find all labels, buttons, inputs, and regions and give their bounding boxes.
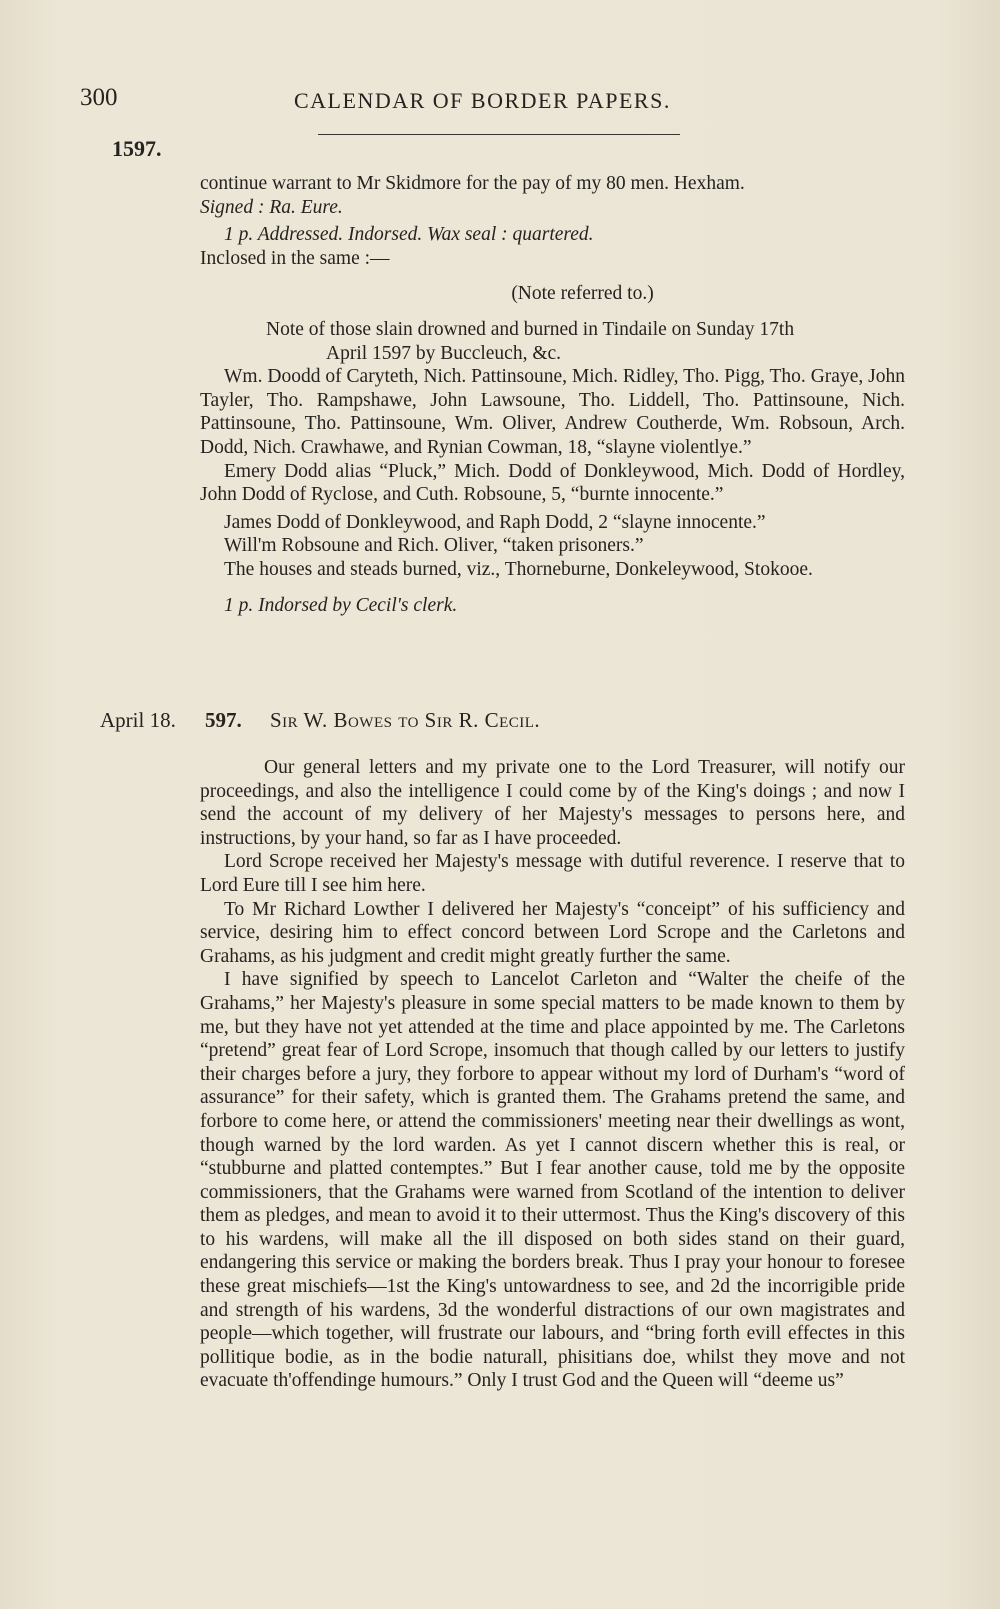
endorsement-line: 1 p. Addressed. Indorsed. Wax seal : quartered.	[224, 224, 594, 246]
note-heading: (Note referred to.)	[511, 283, 654, 305]
page-header	[0, 84, 1000, 124]
paragraph: Lord Scrope received her Majesty's message with dutiful reverence. I reserve that to Lord Eure till I see him here.	[200, 851, 905, 896]
inclosure-line: Inclosed in the same :—	[200, 247, 390, 269]
margin-year: 1597.	[112, 136, 162, 161]
entry-date: April 18.	[100, 708, 176, 732]
paragraph: continue warrant to Mr Skidmore for the pay of my 80 men. Hexham.	[200, 173, 745, 194]
page-number: 300	[80, 84, 118, 111]
paragraph: Our general letters and my private one to the Lord Treasurer, will notify our proceedings, and also the intelligence I could come by of the King's doings ; and now I send the account of my delivery of her Majesty's messages to persons here, and instructions, by your hand, so far as I have proceeded.	[200, 757, 905, 849]
endorsement-line: 1 p. Indorsed by Cecil's clerk.	[224, 594, 458, 616]
running-title: CALENDAR OF BORDER PAPERS.	[294, 88, 671, 113]
paragraph: Emery Dodd alias “Pluck,” Mich. Dodd of Donkleywood, Mich. Dodd of Hordley, John Dodd of Ryclose, and Cuth. Robsoune, 5, “burnte innocente.”	[200, 460, 905, 506]
signature-line: Signed : Ra. Eure.	[200, 196, 343, 218]
note-title	[200, 318, 905, 365]
paragraph: Wm. Doodd of Caryteth, Nich. Pattinsoune, Mich. Ridley, Tho. Pigg, Tho. Graye, John Tayler, Tho. Rampshawe, John Lawsoune, Tho. Liddell, Tho. Pattinsoune, Nich. Pattinsoune, Tho. Pattinsoune, Wm. Oliver, Andrew Coutherde, Wm. Robsoun, Arch. Dodd, Nich. Crawhawe, and Rynian Cowman, 18, “slayne violentlye.”	[200, 366, 905, 458]
note-title-line-2: April 1597 by Buccleuch, &c.	[326, 342, 562, 364]
paragraph: To Mr Richard Lowther I delivered her Majesty's “conceipt” of his sufficiency and service, desiring him to effect concord between Lord Scrope and the Carletons and Grahams, as his judgment and credit might greatly further the same.	[200, 898, 905, 967]
inclosure-block	[200, 172, 905, 617]
letter-body	[200, 756, 905, 1393]
note-title-line-1: Note of those slain drowned and burned in Tindaile on Sunday 17th	[266, 318, 795, 340]
entry-title: Sir W. Bowes to Sir R. Cecil.	[270, 708, 541, 732]
paragraph: Will'm Robsoune and Rich. Oliver, “taken prisoners.”	[224, 535, 644, 557]
entry-number: 597.	[205, 708, 242, 732]
paragraph: The houses and steads burned, viz., Thorneburne, Donkeleywood, Stokooe.	[224, 558, 813, 580]
paragraph: James Dodd of Donkleywood, and Raph Dodd, 2 “slayne innocente.”	[224, 511, 766, 533]
paragraph: I have signified by speech to Lancelot Carleton and “Walter the cheife of the Grahams,” her Majesty's pleasure in some special matters to be made known to them by me, but they have not yet attended at the time and place appointed by me. The Carletons “pretend” great fear of Lord Scrope, insomuch that though called by our letters to justify their charges before a jury, they forbore to appear without my lord of Durham's “word of assurance” for their safety, which is granted them. The Grahams pretend the same, and forbore to come here, or attend the commissioners' meeting near their dwellings as wont, though warned by the lord warden. As yet I cannot discern whether this is real, or “stubburne and platted contemptes.” But I fear another cause, told me by the opposite commissioners, that the Grahams were warned from Scotland of the intention to deliver them as pledges, and mean to avoid it to their uttermost. Thus the King's discovery of this to his wardens, will make all the ill disposed on both sides stand on their guard, endangering this service or making the borders break. Thus I pray your honour to foresee these great mischiefs—1st the King's untowardness to see, and 2d the incorrigible pride and strength of his wardens, 3d the wonderful distractions of our own magistrates and people—which together, will frustrate our labours, and “bring forth evill effectes in this pollitique bodie, as in the bodie naturall, phisitians doe, whilst they move and not evacuate th'offendinge humours.” Only I trust God and the Queen will “deeme us”	[200, 969, 905, 1392]
header-rule	[318, 134, 680, 135]
